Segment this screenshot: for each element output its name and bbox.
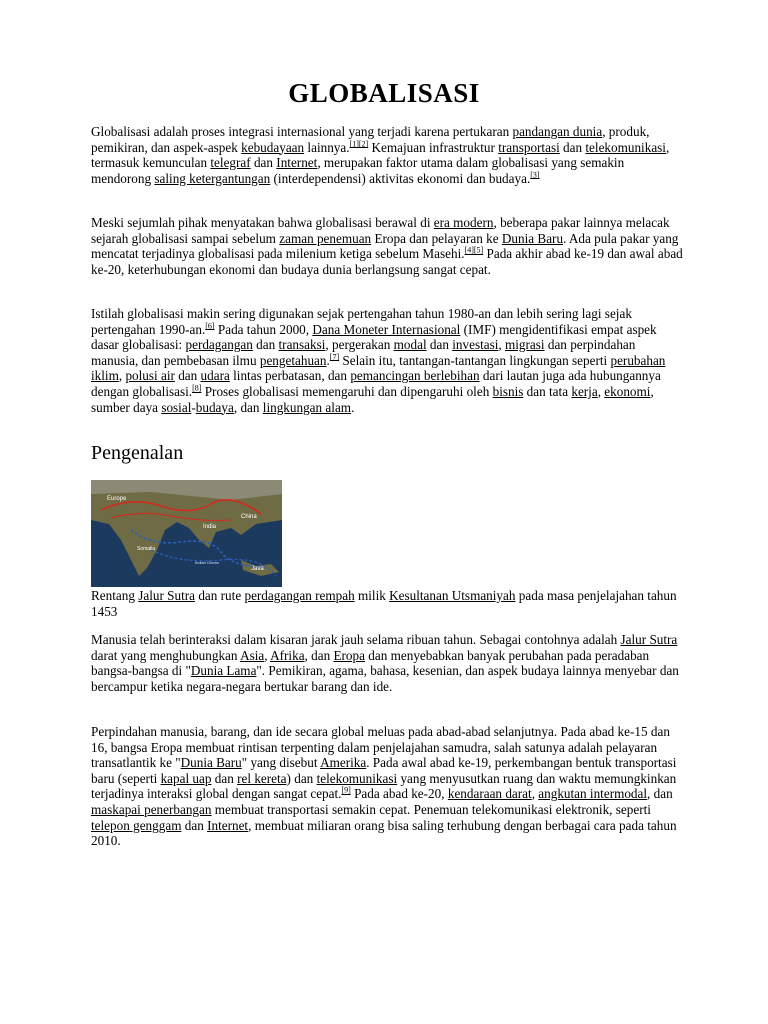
text-run: , sumber daya (91, 383, 654, 415)
wiki-link[interactable]: rel kereta (237, 770, 287, 786)
wiki-link[interactable]: lingkungan alam (262, 399, 352, 415)
text-run: pada masa penjelajahan tahun 1453 (91, 588, 677, 619)
text-run: milik (354, 588, 390, 603)
wiki-link[interactable]: telekomunikasi (316, 770, 398, 786)
wiki-link[interactable]: Dunia Baru (501, 230, 564, 246)
text-run: Perpindahan manusia, barang, dan ide secara global meluas pada abad-abad selanjutnya. Pada abad ke-15 dan 16, bangsa Eropa membuat rintisan terpenting dalam penjelajahan samudra, salah satunya adalah pelayaran transatlantik ke " (91, 724, 670, 771)
wiki-link[interactable]: budaya (195, 399, 234, 415)
wiki-link[interactable]: transportasi (498, 139, 560, 155)
paragraph-migration (91, 724, 683, 849)
map-label-indian-ocean: Indian Ocean (195, 560, 219, 565)
wiki-link[interactable]: era modern (433, 215, 494, 230)
wiki-link[interactable]: Afrika (270, 647, 305, 663)
text-run: dan menyebabkan banyak perubahan pada peradaban bangsa-bangsa di " (91, 647, 650, 679)
wiki-link[interactable]: Kesultanan Utsmaniyah (389, 588, 516, 603)
wiki-link[interactable]: ekonomi (604, 383, 651, 399)
text-run: , (264, 647, 271, 663)
text-run: dan tata (523, 383, 572, 399)
wiki-link[interactable]: sosial (161, 399, 192, 415)
text-run: lintas perbatasan, dan (229, 368, 351, 384)
wiki-link[interactable]: migrasi (505, 337, 545, 353)
text-run: , pergerakan (325, 337, 394, 353)
text-run: Rentang (91, 588, 139, 603)
text-run: membuat transportasi semakin cepat. Penemuan telekomunikasi elektronik, seperti (211, 801, 651, 817)
paragraph-interaction (91, 632, 683, 694)
paragraph-intro (91, 124, 683, 186)
wiki-link[interactable]: telepon genggam (91, 817, 182, 833)
wiki-link[interactable]: Jalur Sutra (138, 588, 196, 603)
text-run: , (531, 786, 539, 802)
text-run: , termasuk kemunculan (91, 139, 670, 171)
text-run: Selain itu, tantangan-tantangan lingkungan seperti (339, 352, 611, 368)
text-run: - (191, 399, 196, 415)
wiki-link[interactable]: kerja (571, 383, 598, 399)
text-run: . (326, 352, 330, 368)
text-run: Pada tahun 2000, (214, 321, 313, 337)
wiki-link[interactable]: kendaraan darat (447, 786, 532, 802)
text-run: dan (181, 817, 208, 833)
text-run: dan (250, 155, 277, 171)
footnote-ref[interactable]: [3] (530, 170, 540, 180)
page-title: GLOBALISASI (288, 78, 480, 108)
text-run: , dan (304, 647, 334, 663)
wiki-link[interactable]: Dunia Baru (180, 755, 242, 771)
wiki-link[interactable]: transaksi (278, 337, 326, 353)
text-run: (interdependensi) aktivitas ekonomi dan budaya. (270, 170, 531, 186)
footnote-ref[interactable]: [2] (358, 139, 369, 149)
map-label-china: China (241, 514, 257, 520)
wiki-link[interactable]: kebudayaan (241, 139, 305, 155)
wiki-link[interactable]: perdagangan (185, 337, 253, 353)
text-run: dan (252, 337, 279, 353)
text-run: dan rute (195, 588, 245, 603)
wiki-link[interactable]: pemancingan berlebihan (350, 368, 480, 384)
text-run: darat yang menghubungkan (91, 647, 241, 663)
wiki-link[interactable]: Internet (207, 817, 249, 833)
wiki-link[interactable]: maskapai penerbangan (91, 801, 212, 817)
wiki-link[interactable]: Jalur Sutra (620, 632, 678, 647)
text-run: , merupakan faktor utama dalam globalisasi yang semakin mendorong (91, 155, 625, 186)
wiki-link[interactable]: telekomunikasi (585, 139, 666, 155)
text-run: Manusia telah berinteraksi dalam kisaran jarak jauh selama ribuan tahun. Sebagai contohnya adalah (91, 632, 621, 647)
text-run: dan (426, 337, 453, 353)
map-label-europe: Europe (107, 496, 127, 502)
text-run: Meski sejumlah pihak menyatakan bahwa globalisasi berawal di (91, 215, 434, 230)
text-run: Pada abad ke-20, (350, 786, 448, 802)
text-run: , dan (233, 399, 263, 415)
wiki-link[interactable]: perubahan iklim (91, 352, 666, 384)
wiki-link[interactable]: telegraf (210, 155, 251, 171)
text-run: , membuat miliaran orang bisa saling terhubung dengan berbagai cara pada tahun 2010. (91, 817, 677, 849)
text-run: Istilah globalisasi makin sering digunakan sejak pertengahan tahun 1980-an dan lebih sering lagi sejak pertengahan 1990-an. (91, 306, 632, 337)
text-run: Proses globalisasi memengaruhi dan dipengaruhi oleh (201, 383, 493, 399)
wiki-link[interactable]: bisnis (492, 383, 524, 399)
wiki-link[interactable]: Dunia Lama (190, 663, 257, 679)
paragraph-history (91, 215, 683, 277)
text-run: ) dan (286, 770, 317, 786)
text-run: , (118, 368, 126, 384)
footnote-ref[interactable]: [4] (464, 245, 474, 255)
text-run: yang menyusutkan ruang dan waktu memungkinkan terjadinya interaksi global dengan sangat cepat. (91, 770, 677, 802)
map-caption (91, 588, 683, 619)
wiki-link[interactable]: Eropa (333, 647, 365, 663)
footnote-ref[interactable]: [8] (192, 383, 202, 393)
wiki-link[interactable]: modal (393, 337, 427, 353)
text-run: . Ada pula pakar yang mencatat terjadinya globalisasi pada milenium ketiga sebelum Masehi. (91, 230, 679, 262)
footnote-ref[interactable]: [5] (473, 245, 484, 255)
text-run: , produk, pemikiran, dan aspek-aspek (91, 124, 650, 155)
text-run: dan (559, 139, 586, 155)
wiki-link[interactable]: angkutan intermodal (538, 786, 648, 802)
text-run: Eropa dan pelayaran ke (371, 230, 502, 246)
text-run: dari lautan juga ada hubungannya dengan globalisasi. (91, 368, 661, 399)
text-run: lainnya. (304, 139, 350, 155)
text-run: . (351, 399, 355, 415)
text-run: , (597, 383, 605, 399)
text-run: , beberapa pakar lainnya melacak sejarah globalisasi sampai sebelum (91, 215, 670, 246)
map-label-java: Java (251, 566, 264, 572)
text-run: dan (211, 770, 238, 786)
map-drawing (91, 480, 282, 587)
text-run: , (498, 337, 505, 353)
wiki-link[interactable]: Asia (240, 647, 265, 663)
text-run: " yang disebut (241, 755, 321, 771)
text-run: Globalisasi adalah proses integrasi internasional yang terjadi karena pertukaran (91, 124, 513, 139)
wiki-link[interactable]: investasi (452, 337, 499, 353)
text-run: Pada akhir abad ke-19 dan awal abad ke-20, keterhubungan ekonomi dan budaya dunia berlangsung sangat cepat. (91, 246, 683, 277)
wiki-link[interactable]: Amerika (320, 755, 367, 771)
wiki-link[interactable]: perdagangan rempah (244, 588, 355, 603)
wiki-link[interactable]: Internet (276, 155, 318, 171)
wiki-link[interactable]: polusi air (125, 368, 175, 384)
map-label-india: India (203, 524, 217, 530)
footnote-ref[interactable]: [9] (341, 785, 351, 795)
wiki-link[interactable]: zaman penemuan (279, 230, 372, 246)
footnote-ref[interactable]: [7] (329, 352, 340, 362)
wiki-link[interactable]: pengetahuan (259, 352, 327, 368)
text-run: Kemajuan infrastruktur (368, 139, 499, 155)
footnote-ref[interactable]: [1] (349, 139, 359, 149)
text-run: dan perpindahan manusia, dan pembebasan ilmu (91, 337, 636, 368)
wiki-link[interactable]: Dana Moneter Internasional (312, 321, 461, 337)
text-run: (IMF) mengidentifikasi empat aspek dasar globalisasi: (91, 321, 657, 353)
section-heading: Pengenalan (91, 442, 184, 464)
wiki-link[interactable]: kapal uap (160, 770, 212, 786)
text-run: , dan (647, 786, 673, 802)
text-run: . Pada awal abad ke-19, perkembangan bentuk transportasi baru (seperti (91, 755, 677, 786)
footnote-ref[interactable]: [6] (205, 321, 215, 331)
wiki-link[interactable]: pandangan dunia (512, 124, 603, 139)
silk-road-map-image (91, 480, 282, 587)
wiki-link[interactable]: saling ketergantungan (154, 170, 271, 186)
text-run: dan (174, 368, 201, 384)
wiki-link[interactable]: udara (200, 368, 230, 384)
map-label-somalia: Somalia (137, 546, 156, 552)
paragraph-term (91, 306, 683, 415)
text-run: ". Pemikiran, agama, bahasa, kesenian, dan aspek budaya lainnya menyebar dan bercampur ketika negara-negara bertukar barang dan ide. (91, 663, 679, 694)
